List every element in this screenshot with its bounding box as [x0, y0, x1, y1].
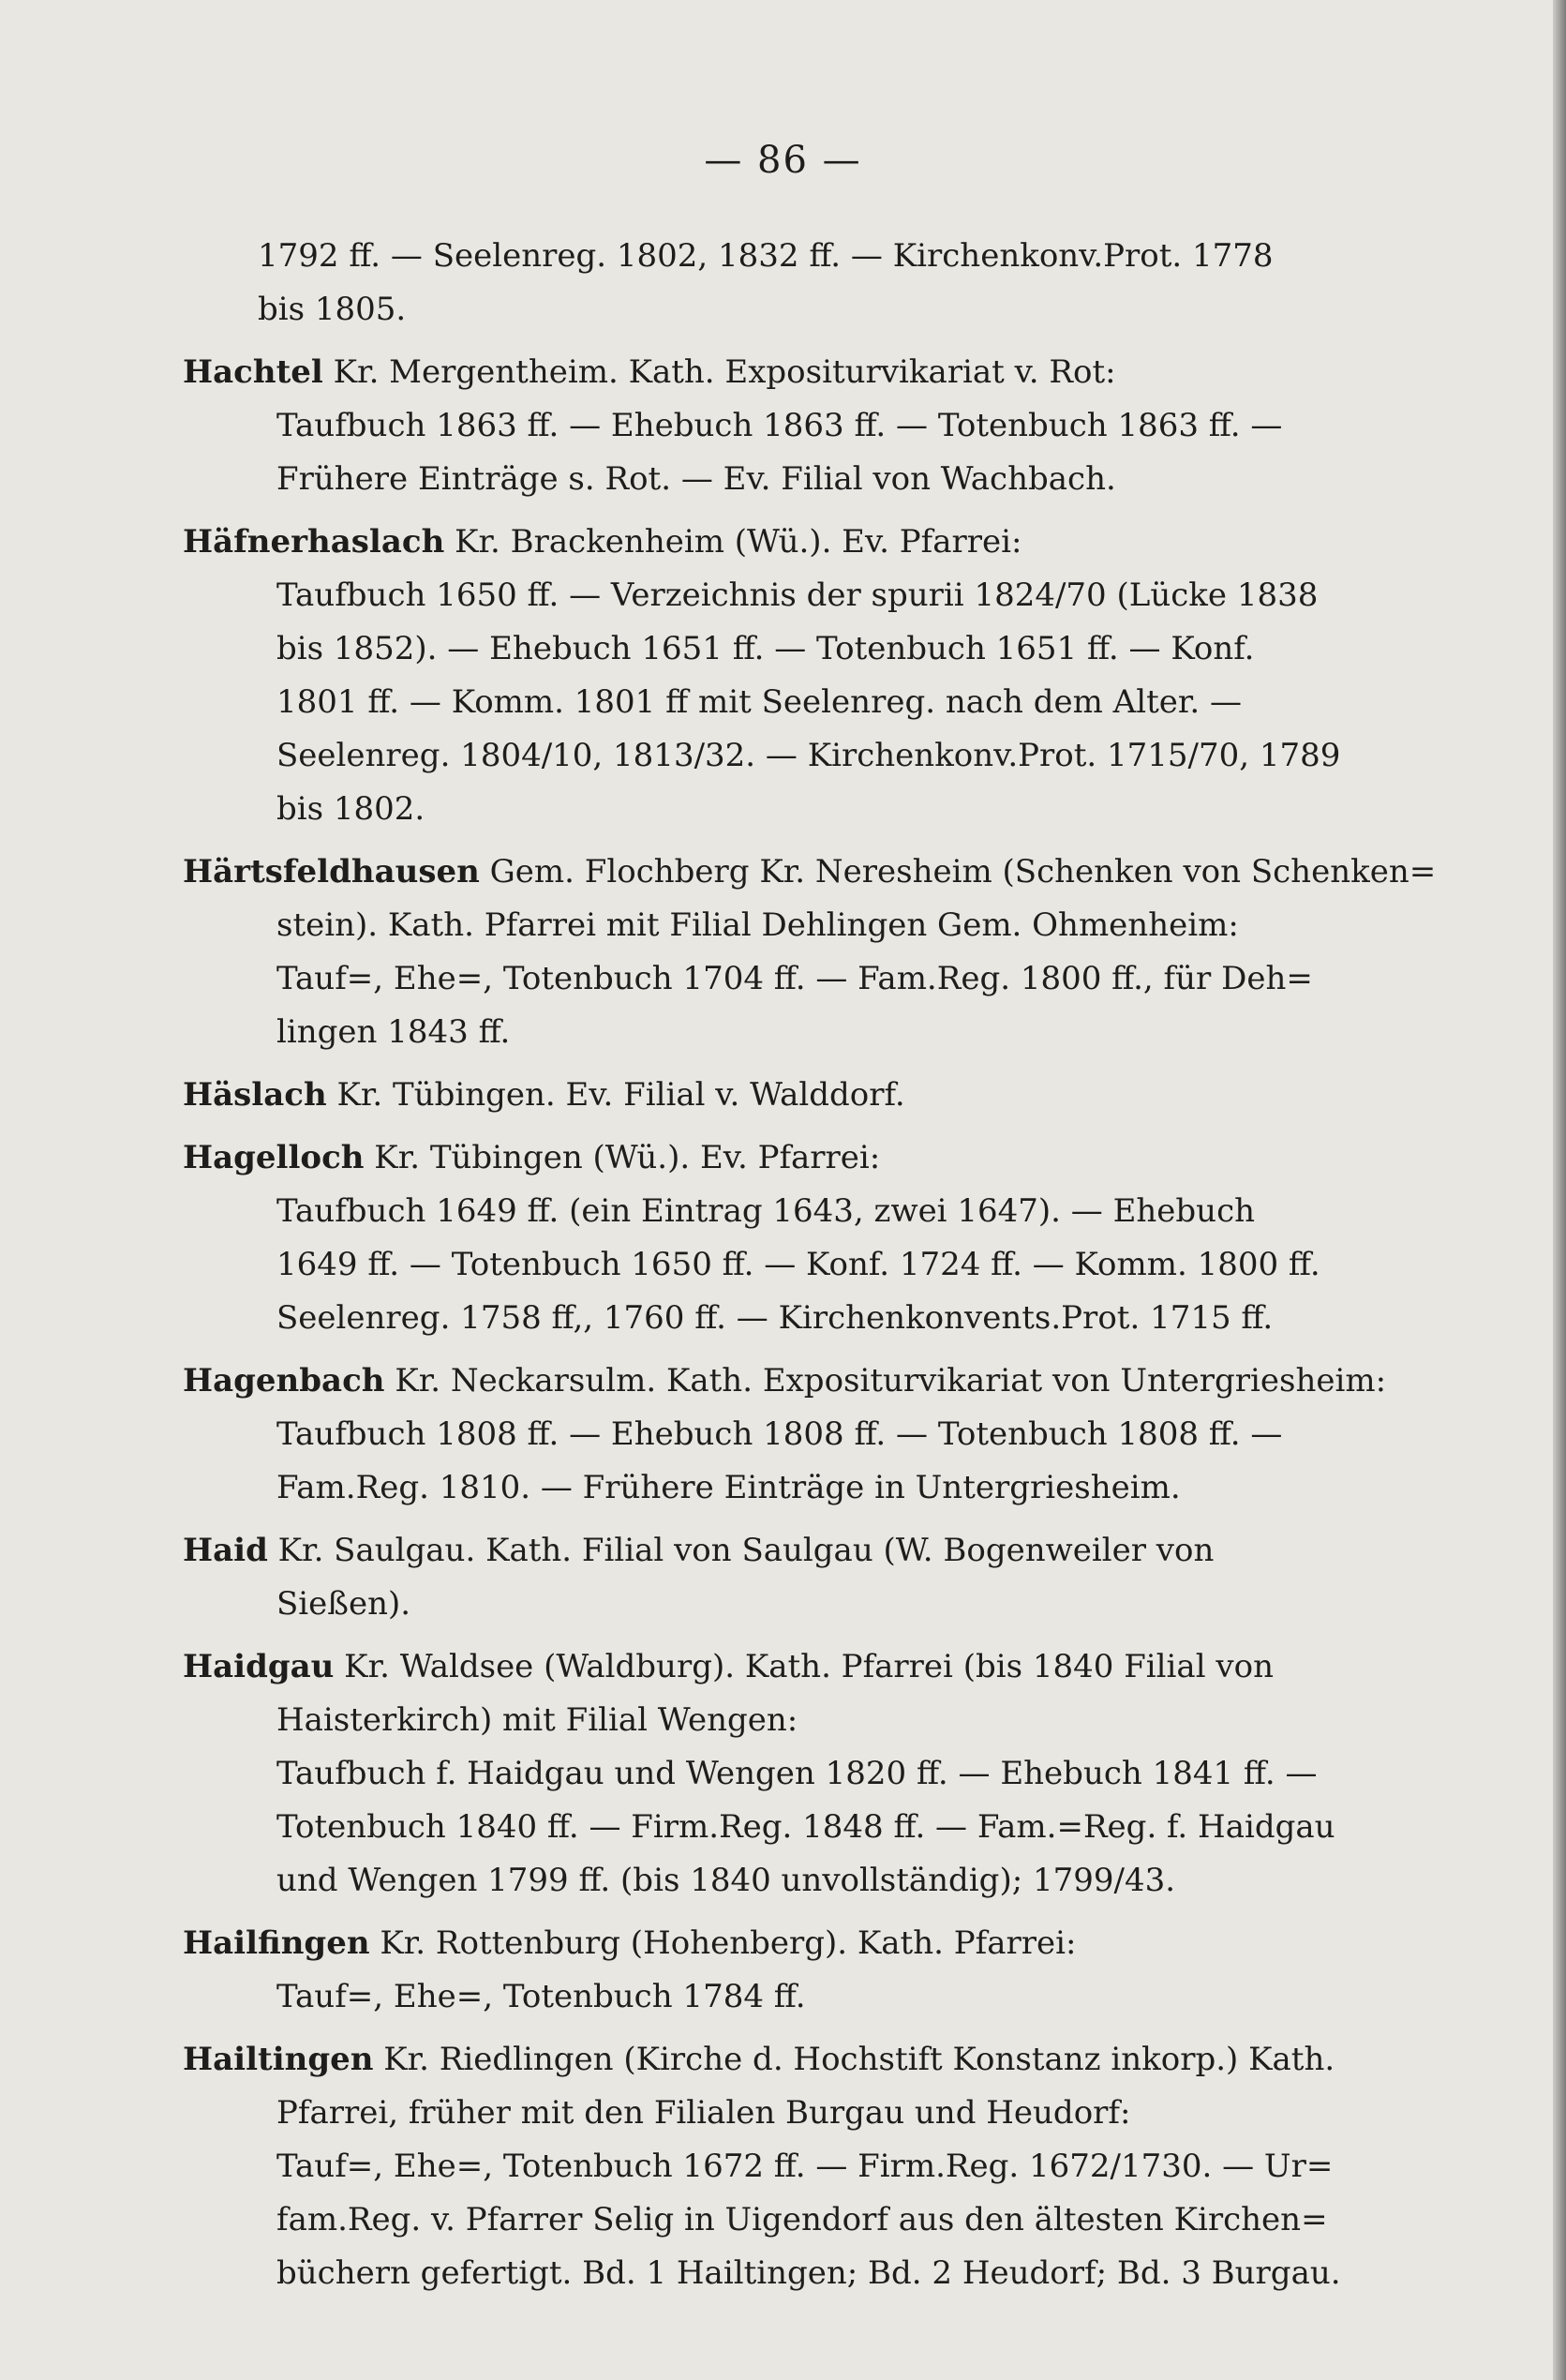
text-line: Seelenreg. 1758 ff,, 1760 ff. — Kirchenkonvents.Prot. 1715 ff.	[276, 1299, 1274, 1337]
entry-continuation	[183, 230, 1401, 337]
text-line: Kr. Tübingen. Ev. Filial v. Walddorf.	[326, 1076, 905, 1114]
entry-heading: Härtsfeldhausen	[183, 853, 480, 891]
entry-heading: Hailfingen	[183, 1924, 370, 1962]
entry-hagenbach	[183, 1355, 1401, 1515]
text-line: Taufbuch 1808 ff. — Ehebuch 1808 ff. — Totenbuch 1808 ff. —	[276, 1415, 1283, 1453]
text-line: 1801 ff. — Komm. 1801 ff mit Seelenreg. nach dem Alter. —	[276, 683, 1243, 721]
document-body	[183, 230, 1437, 2310]
entry-haefnerhaslach	[183, 516, 1401, 836]
text-line: büchern gefertigt. Bd. 1 Hailtingen; Bd. 2 Heudorf; Bd. 3 Burgau.	[276, 2254, 1341, 2292]
entry-haeslach	[183, 1069, 1401, 1122]
text-line: Tauf=, Ehe=, Totenbuch 1704 ff. — Fam.Reg. 1800 ff., für Deh=	[276, 960, 1313, 997]
text-line: Kr. Riedlingen (Kirche d. Hochstift Konstanz inkorp.) Kath.	[373, 2041, 1335, 2078]
text-line: Seelenreg. 1804/10, 1813/32. — Kirchenkonv.Prot. 1715/70, 1789	[276, 737, 1341, 774]
text-line: Fam.Reg. 1810. — Frühere Einträge in Untergriesheim.	[276, 1469, 1181, 1506]
text-line: Pfarrei, früher mit den Filialen Burgau und Heudorf:	[276, 2094, 1131, 2132]
text-line: Sießen).	[276, 1585, 411, 1623]
text-line: Tauf=, Ehe=, Totenbuch 1672 ff. — Firm.Reg. 1672/1730. — Ur=	[276, 2148, 1334, 2185]
text-line: stein). Kath. Pfarrei mit Filial Dehlingen Gem. Ohmenheim:	[276, 906, 1239, 944]
entry-heading: Häslach	[183, 1076, 327, 1114]
text-line: Taufbuch 1650 ff. — Verzeichnis der spurii 1824/70 (Lücke 1838	[276, 576, 1319, 614]
text-line: Kr. Neckarsulm. Kath. Expositurvikariat von Untergriesheim:	[384, 1362, 1387, 1400]
text-line: bis 1852). — Ehebuch 1651 ff. — Totenbuch 1651 ff. — Konf.	[276, 630, 1255, 667]
text-line: Haisterkirch) mit Filial Wengen:	[276, 1701, 798, 1739]
text-line: bis 1805.	[258, 291, 407, 328]
text-line: Tauf=, Ehe=, Totenbuch 1784 ff.	[276, 1978, 806, 2015]
text-line: Kr. Rottenburg (Hohenberg). Kath. Pfarrei:	[369, 1924, 1077, 1962]
entry-heading: Haidgau	[183, 1648, 335, 1685]
text-line: 1792 ff. — Seelenreg. 1802, 1832 ff. — Kirchenkonv.Prot. 1778	[258, 237, 1274, 275]
text-line: Kr. Tübingen (Wü.). Ev. Pfarrei:	[364, 1139, 881, 1176]
text-line: Frühere Einträge s. Rot. — Ev. Filial von Wachbach.	[276, 460, 1116, 498]
text-line: Kr. Mergentheim. Kath. Expositurvikariat v. Rot:	[322, 353, 1116, 391]
entry-heading: Hachtel	[183, 353, 323, 391]
text-line: lingen 1843 ff.	[276, 1013, 511, 1051]
text-line: Kr. Waldsee (Waldburg). Kath. Pfarrei (bis 1840 Filial von	[334, 1648, 1274, 1685]
text-line: Kr. Saulgau. Kath. Filial von Saulgau (W. Bogenweiler von	[267, 1532, 1215, 1569]
text-line: 1649 ff. — Totenbuch 1650 ff. — Konf. 1724 ff. — Komm. 1800 ff.	[276, 1246, 1320, 1283]
entry-hailfingen	[183, 1917, 1401, 2024]
text-line: Gem. Flochberg Kr. Neresheim (Schenken von Schenken=	[479, 853, 1437, 891]
entry-hailtingen	[183, 2033, 1401, 2300]
text-line: fam.Reg. v. Pfarrer Selig in Uigendorf aus den ältesten Kirchen=	[276, 2201, 1328, 2238]
entry-haertsfeldhausen	[183, 846, 1437, 1059]
entry-heading: Hagelloch	[183, 1139, 365, 1176]
text-line: Taufbuch 1649 ff. (ein Eintrag 1643, zwei 1647). — Ehebuch	[276, 1192, 1256, 1230]
page-edge-shadow	[1553, 0, 1566, 2380]
text-line: Kr. Brackenheim (Wü.). Ev. Pfarrei:	[444, 523, 1022, 561]
entry-heading: Haid	[183, 1532, 268, 1569]
page-number: — 86 —	[704, 139, 862, 182]
entry-heading: Hagenbach	[183, 1362, 385, 1400]
entry-hachtel	[183, 346, 1401, 506]
text-line: und Wengen 1799 ff. (bis 1840 unvollständig); 1799/43.	[276, 1862, 1176, 1899]
entry-haidgau	[183, 1640, 1401, 1908]
text-line: Taufbuch 1863 ff. — Ehebuch 1863 ff. — Totenbuch 1863 ff. —	[276, 407, 1283, 444]
text-line: Totenbuch 1840 ff. — Firm.Reg. 1848 ff. — Fam.=Reg. f. Haidgau	[276, 1808, 1335, 1846]
entry-heading: Häfnerhaslach	[183, 523, 445, 561]
text-line: bis 1802.	[276, 790, 425, 828]
entry-haid	[183, 1524, 1401, 1631]
entry-hagelloch	[183, 1131, 1401, 1345]
entry-heading: Hailtingen	[183, 2041, 374, 2078]
text-line: Taufbuch f. Haidgau und Wengen 1820 ff. — Ehebuch 1841 ff. —	[276, 1755, 1318, 1792]
